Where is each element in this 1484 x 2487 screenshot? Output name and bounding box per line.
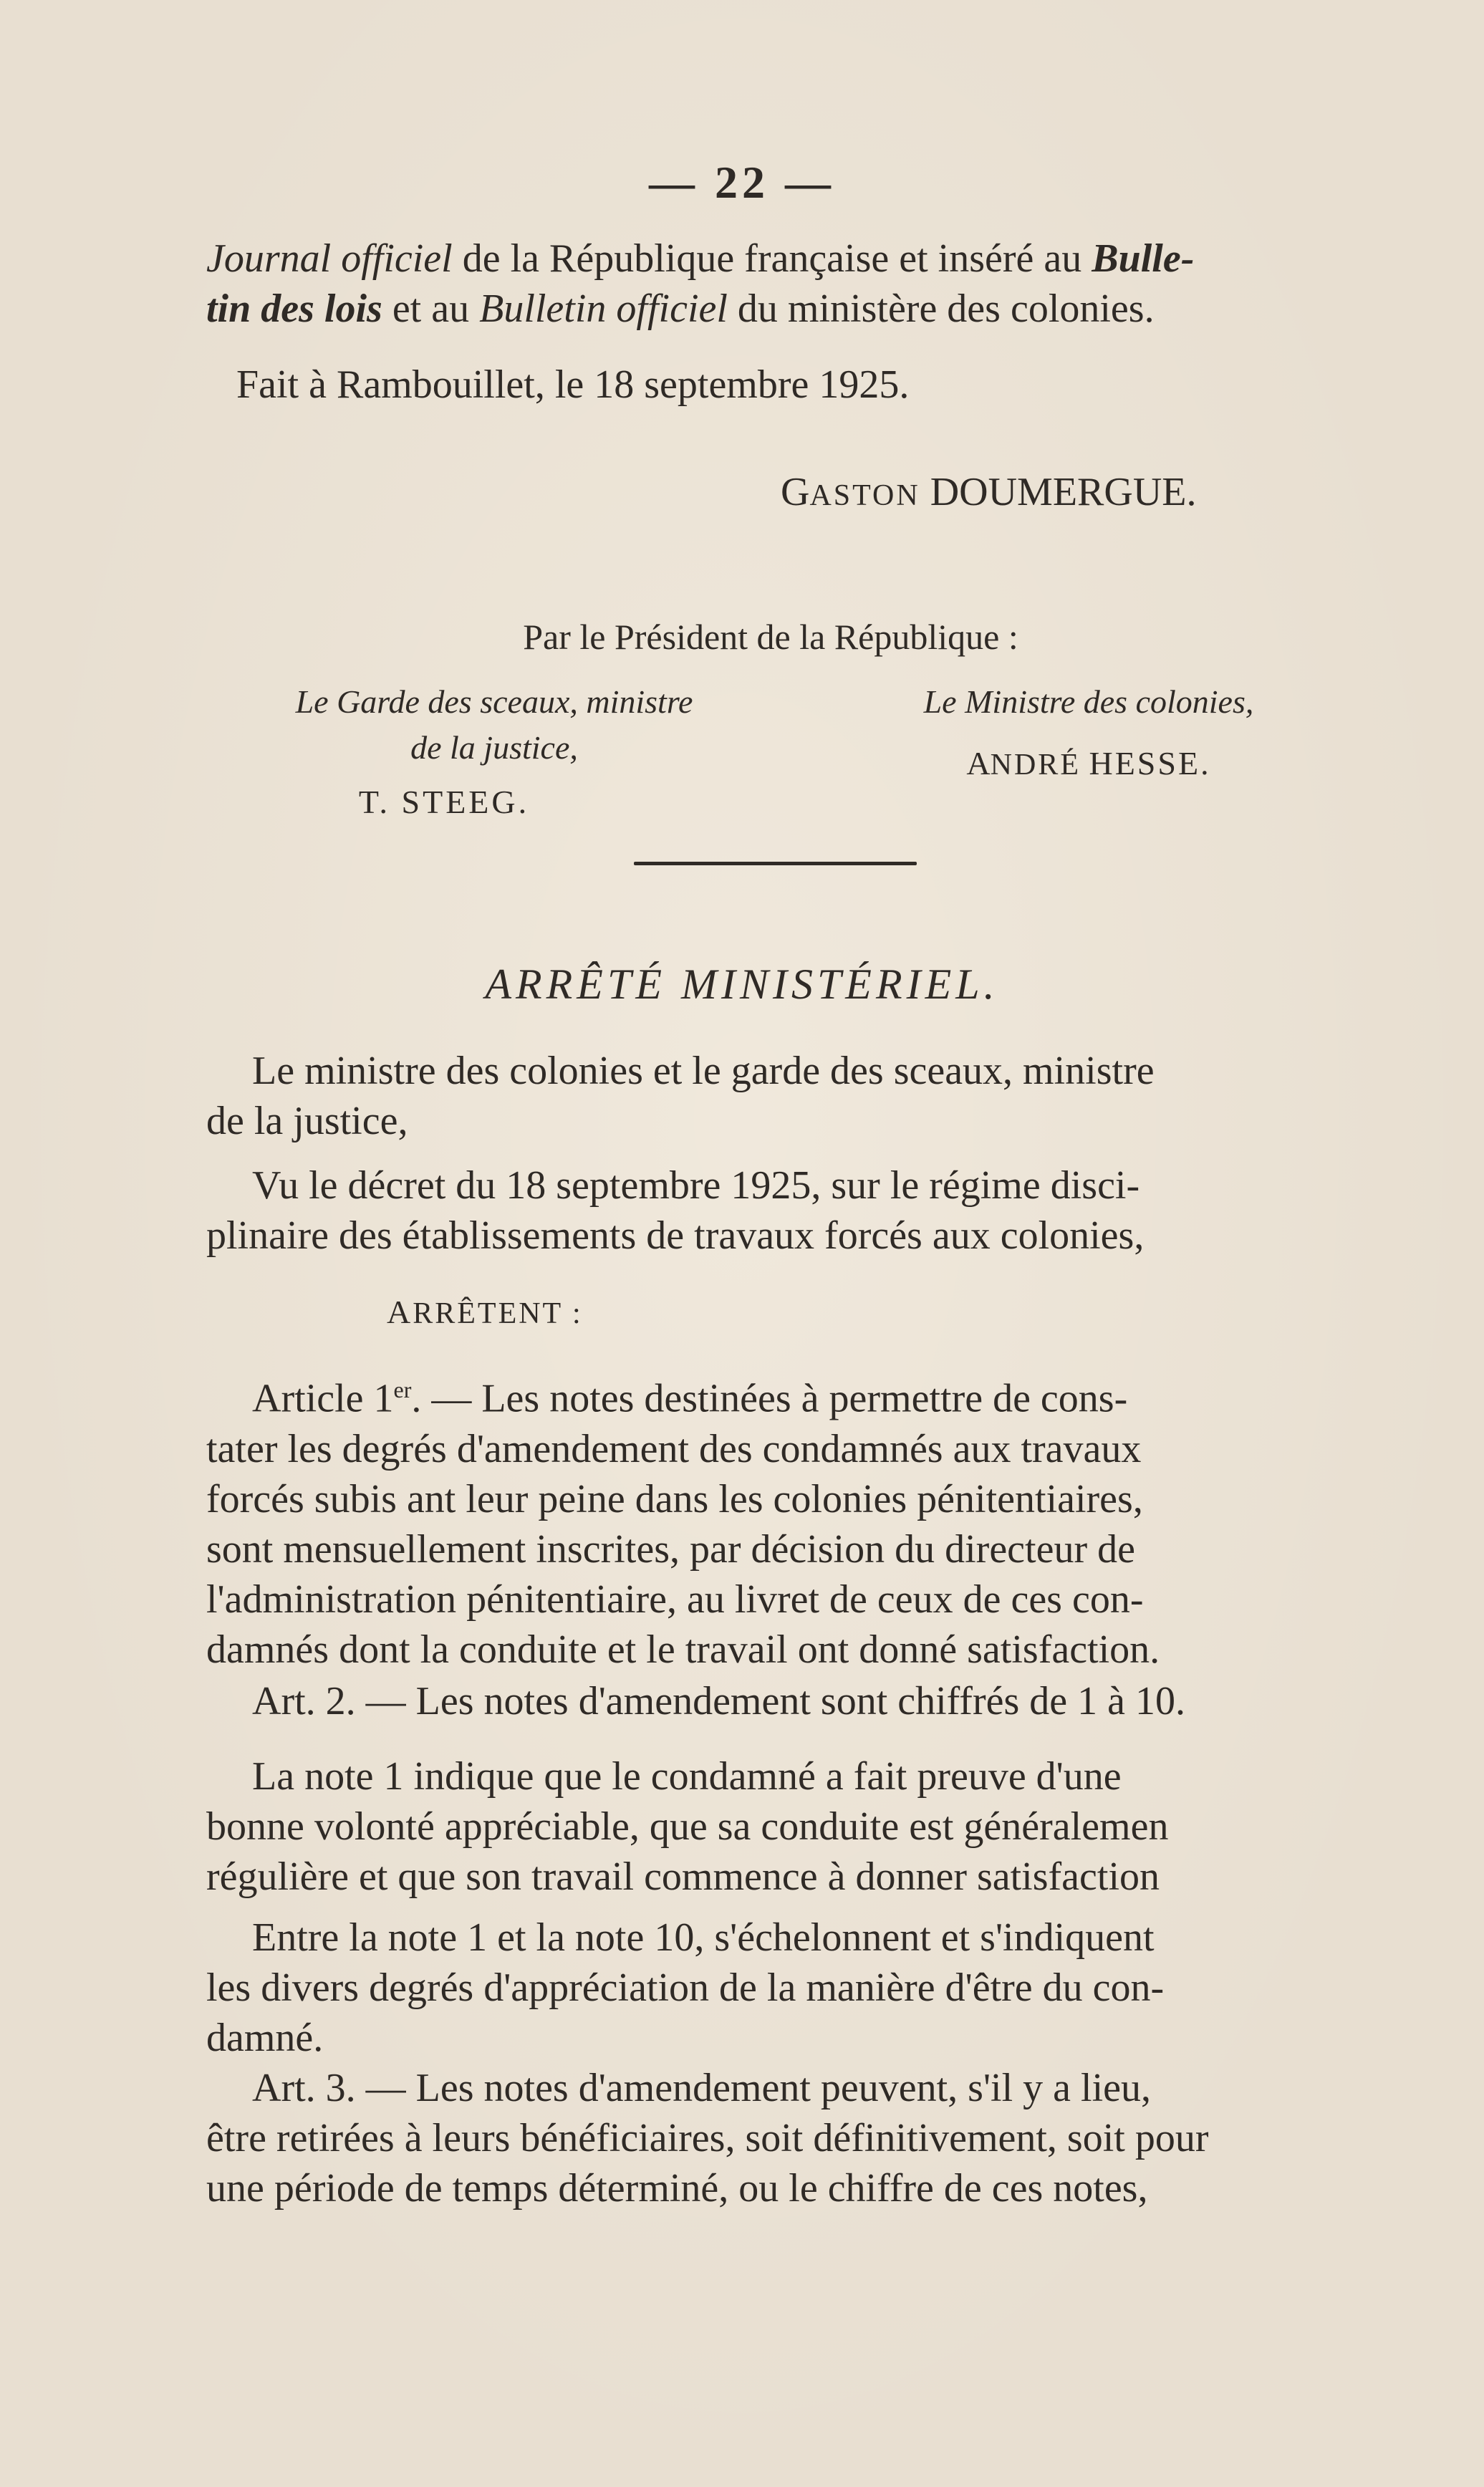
text-line: damnés dont la conduite et le travail ont donné satisfaction.	[206, 1627, 1160, 1672]
colonies-firstname: NDRÉ	[990, 749, 1081, 781]
signature-surname: DOUMERGUE.	[930, 470, 1197, 514]
text-line: Entre la note 1 et la note 10, s'échelonnent et s'indiquent	[252, 1915, 1155, 1960]
text-line: plinaire des établissements de travaux forcés aux colonies,	[206, 1213, 1145, 1258]
signatory-justice	[222, 679, 766, 825]
arretent	[387, 1293, 583, 1331]
text-line: de la justice,	[206, 1099, 408, 1143]
intro-line-2	[206, 284, 1375, 334]
section-heading: ARRÊTÉ MINISTÉRIEL.	[485, 961, 999, 1008]
text-line: Vu le décret du 18 septembre 1925, sur le régime disci-	[252, 1163, 1140, 1208]
journal-title: Journal officiel	[206, 236, 453, 281]
intro-text: de la République française et inséré au	[452, 236, 1092, 281]
text-line: les divers degrés d'appréciation de la manière d'être du con-	[206, 1966, 1165, 2010]
arretent-rest: RRÊTENT :	[413, 1297, 583, 1330]
text-line: régulière et que son travail commence à donner satisfaction	[206, 1855, 1160, 1899]
text-line: La note 1 indique que le condamné a fait preuve d'une	[252, 1754, 1122, 1799]
colonies-title: Le Ministre des colonies,	[923, 683, 1254, 720]
text-line: être retirées à leurs bénéficiaires, soit définitivement, soit pour	[206, 2116, 1209, 2160]
text-line: forcés subis ant leur peine dans les colonies pénitentiaires,	[206, 1476, 1143, 1521]
president-signature	[781, 469, 1196, 515]
intro-line-1	[206, 234, 1375, 284]
text-line: une période de temps déterminé, ou le chiffre de ces notes,	[206, 2166, 1148, 2211]
preamble-decree	[206, 1160, 1375, 1261]
article-1-sup: er	[393, 1377, 412, 1403]
text-line	[206, 1365, 1375, 1424]
justice-title-cont: de la justice,	[410, 729, 578, 766]
signature-initial: G	[781, 470, 810, 514]
preamble-ministers	[206, 1046, 1375, 1146]
by-president: Par le Président de la République :	[523, 617, 1018, 657]
text-line: damné.	[206, 2016, 324, 2060]
section-divider	[634, 862, 917, 865]
article-1-label: Article 1	[252, 1376, 394, 1421]
text-line: Le ministre des colonies et le garde des sceaux, ministre	[252, 1049, 1155, 1093]
place-date	[236, 360, 1405, 410]
justice-name: T. STEEG.	[358, 784, 530, 820]
intro-text: du ministère des colonies.	[727, 287, 1155, 331]
place-date-text: Fait à Rambouillet, le 18 septembre 1925.	[236, 362, 910, 407]
article-3	[206, 2063, 1375, 2213]
signatory-colonies	[845, 679, 1332, 788]
colonies-surname: HESSE.	[1089, 745, 1211, 781]
colonies-name	[845, 741, 1332, 788]
bulletin-officiel-title: Bulletin officiel	[479, 287, 728, 331]
bulletin-title-end: tin des lois	[206, 287, 382, 331]
text-line: sont mensuellement inscrites, par décision du directeur de	[206, 1526, 1135, 1572]
text-line: tater les degrés d'amendement des condamnés aux travaux	[206, 1426, 1142, 1471]
text-line: Art. 2. — Les notes d'amendement sont chiffrés de 1 à 10.	[252, 1679, 1185, 1723]
note-1-paragraph	[206, 1751, 1375, 1902]
bulletin-title-start: Bulle-	[1092, 236, 1195, 281]
page-number: — 22 —	[649, 157, 835, 208]
arretent-initial: A	[387, 1294, 413, 1330]
article-1-text: . — Les notes destinées à permettre de cons-	[411, 1376, 1128, 1421]
signature-firstname: ASTON	[809, 479, 920, 512]
intro-text: et au	[382, 287, 480, 331]
text-line: Art. 3. — Les notes d'amendement peuvent, s'il y a lieu,	[252, 2066, 1151, 2110]
article-2	[206, 1676, 1375, 1726]
intro-paragraph	[206, 234, 1375, 334]
article-1	[206, 1365, 1375, 1675]
text-line: l'administration pénitentiaire, au livret de ceux de ces con-	[206, 1577, 1144, 1622]
note-range-paragraph	[206, 1913, 1375, 2063]
text-line: bonne volonté appréciable, que sa conduite est généralemen	[206, 1804, 1169, 1849]
justice-title: Le Garde des sceaux, ministre	[295, 683, 693, 720]
colonies-name-initial: A	[966, 745, 991, 781]
